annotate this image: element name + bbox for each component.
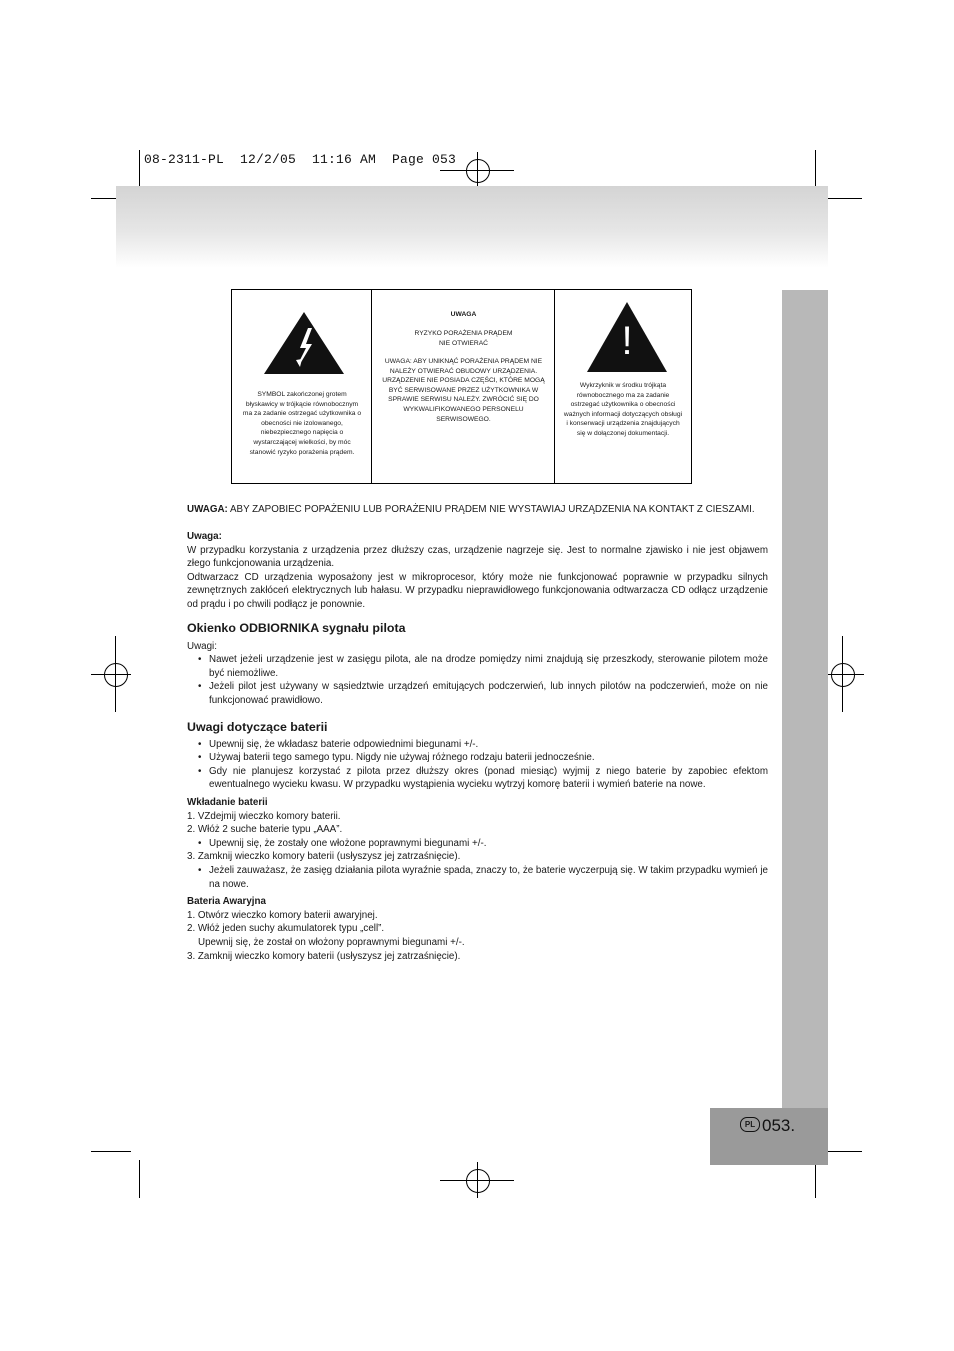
- caution-body: UWAGA: ABY UNIKNĄĆ PORAŻENIA PRĄDEM NIE NALEŻY OTWIERAĆ OBUDOWY URZĄDZENIA. URZĄDZENIE NIE POSIADA CZĘŚCI, KTÓRE MOGĄ BYĆ SERWISOWANE PRZEZ UŻYTKOWNIKA W SPRAWIE SERWISU NALEŻY. ZWRÓCIĆ SIĘ DO WYKWALIFIKOWANEGO PERSONELU SERWISOWEGO.: [382, 358, 545, 423]
- caution-text: ABY ZAPOBIEC POPAŻENIU LUB PORAŻENIU PRĄDEM NIE WYSTAWIAJ URZĄDZENIA NA KONTAKT Z CIESZAMI.: [227, 504, 755, 515]
- battery-section: [187, 721, 768, 963]
- receiver-bullet: • Jeżeli pilot jest używany w sąsiedztwie urządzeń emitujących podczerwień, lub innych pilotów na podczerwień, może on nie funkcjonować prawidłowo.: [187, 680, 768, 707]
- lightning-warning-icon: [264, 312, 344, 374]
- receiver-section: [187, 622, 768, 708]
- shock-risk-line: RYZYKO PORAŻENIA PRĄDEM: [414, 330, 513, 337]
- page-number-box: [710, 1108, 828, 1165]
- side-bar: [782, 290, 828, 1108]
- exclamation-symbol-cell: [555, 290, 691, 483]
- lightning-symbol-description: SYMBOL zakończonej grotem błyskawicy w trójkącie równobocznym ma za zadanie ostrzegać użytkownika o obecności nie izolowanego, niebezpiecznego napięcia o wystarczającej wielkości, by móc stanowić ryzyko porażenia prądem.: [242, 391, 362, 456]
- receiver-notes-label: Uwagi:: [187, 640, 217, 652]
- emergency-battery-step: 3. Zamknij wieczko komory baterii (usłyszysz jej zatrzaśnięcie).: [187, 950, 461, 962]
- emergency-battery-step: 1. Otwórz wieczko komory baterii awaryjnej.: [187, 909, 378, 921]
- emergency-battery-step: 2. Włóż jeden suchy akumulatorek typu „cell”.: [187, 923, 385, 935]
- battery-insert-step-note: • Jeżeli zauważasz, że zasięg działania pilota wyraźnie spada, znaczy to, że baterie wyczerpują się. W takim przypadku wymień je na nowe.: [187, 864, 768, 891]
- caution-title: UWAGA: [450, 311, 477, 318]
- battery-bullet: • Gdy nie planujesz korzystać z pilota przez dłuższy okres (ponad miesiąc) wyjmij z niego baterie by zapobiec efektom ewentualnego wycieku kwasu. W przypadku wystąpienia wycieku wytrzyj komorę baterii i wymień baterie na nowe.: [187, 765, 768, 792]
- emergency-battery-step-note: Upewnij się, że został on włożony poprawnymi biegunami +/-.: [198, 936, 465, 948]
- battery-bullet: • Używaj baterii tego samego typu. Nigdy nie używaj różnego rodzaju baterii jednocześnie.: [187, 751, 768, 765]
- do-not-open-line: NIE OTWIERAĆ: [438, 339, 489, 347]
- caution-label: UWAGA:: [187, 504, 228, 515]
- header-band: [116, 186, 828, 268]
- safety-warning-box: [231, 289, 692, 484]
- lightning-symbol-cell: [232, 290, 372, 483]
- battery-bullet: • Upewnij się, że wkładasz baterie odpowiednimi biegunami +/-.: [187, 738, 768, 752]
- caution-text-cell: [372, 290, 555, 483]
- battery-insert-step-note: • Upewnij się, że zostały one włożone poprawnymi biegunami +/-.: [187, 837, 768, 851]
- note-paragraph-2: Odtwarzacz CD urządzenia wyposażony jest w mikroprocesor, który może nie funkcjonować poprawnie w przypadku silnych zewnętrznych zakłóceń elektrycznych lub hałasu. W przypadku nieprawidłowego funkcjonowania odtwarzacza CD odłącz urządzenie od prądu i po chwili podłącz je ponownie.: [187, 571, 768, 610]
- exclamation-symbol-description: Wykrzyknik w środku trójkąta równobocznego ma za zadanie ostrzegać użytkownika o obecności ważnych informacji dotyczących obsługi i konserwacji urządzenia znajdujących się w dołączonej dokumentacji.: [563, 382, 683, 437]
- caution-statement: [187, 503, 777, 517]
- battery-insert-step: 2. Włóż 2 suche baterie typu „AAA”.: [187, 824, 343, 836]
- emergency-battery-heading: Bateria Awaryjna: [187, 896, 266, 908]
- receiver-heading: Okienko ODBIORNIKA sygnału pilota: [187, 621, 406, 635]
- note-paragraph-1: W przypadku korzystania z urządzenia przez dłuższy czas, urządzenie nagrzeje się. Jest to normalne zjawisko i nie jest objawem złego funkcjonowania urządzenia.: [187, 544, 768, 570]
- language-badge: PL: [740, 1117, 760, 1132]
- receiver-bullet: • Nawet jeżeli urządzenie jest w zasięgu pilota, ale na drodze pomiędzy nimi znajdują się przeszkody, sterowanie pilotem może być niemożliwe.: [187, 653, 768, 680]
- battery-insert-heading: Wkładanie baterii: [187, 796, 268, 808]
- battery-insert-step: 1. VZdejmij wieczko komory baterii.: [187, 810, 341, 822]
- exclamation-mark: !: [621, 319, 633, 363]
- battery-heading: Uwagi dotyczące baterii: [187, 720, 328, 734]
- note-section: [187, 530, 768, 612]
- note-heading: Uwaga:: [187, 531, 222, 542]
- battery-insert-step: 3. Zamknij wieczko komory baterii (usłyszysz jej zatrzaśnięcie).: [187, 851, 461, 863]
- printer-slug: 08-2311-PL 12/2/05 11:16 AM Page 053: [144, 152, 457, 167]
- page-number: 053.: [762, 1116, 796, 1135]
